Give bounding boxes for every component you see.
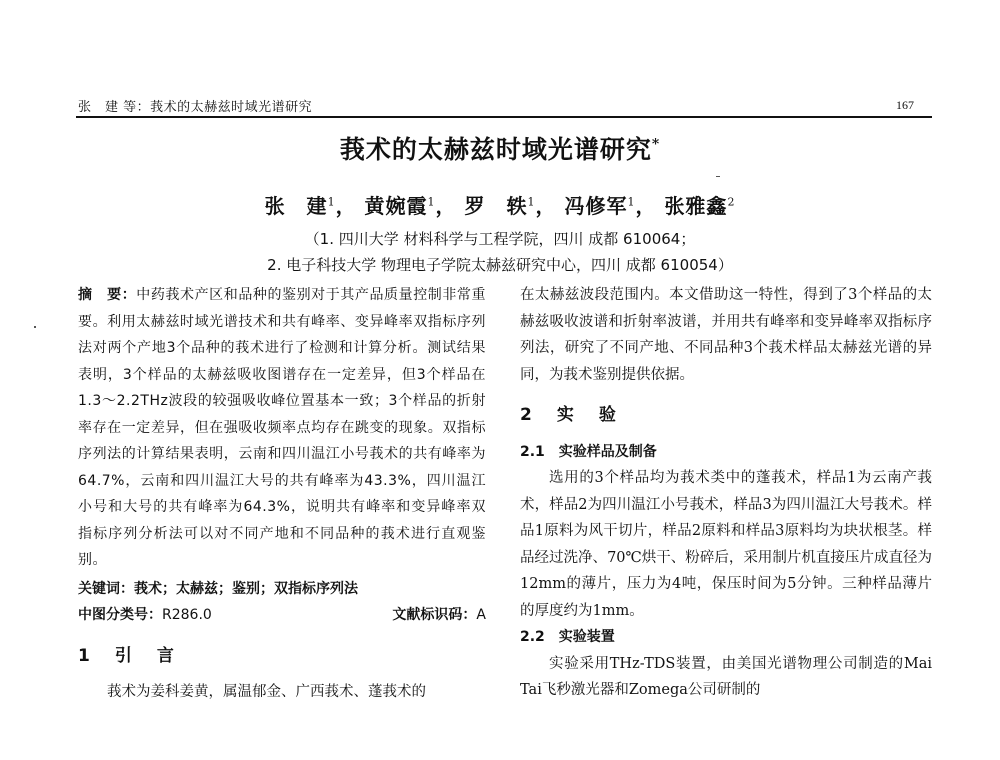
keywords (78, 576, 486, 603)
author-affiliation-mark: 1 (327, 195, 336, 209)
section-1-paragraph: 莪术为姜科姜黄，属温郁金、广西莪术、蓬莪术的 (107, 684, 426, 700)
page-number: 167 (896, 98, 914, 112)
author: 张 建 (264, 194, 328, 218)
author-affiliation-mark: 2 (727, 195, 736, 209)
author: 冯修军 (564, 194, 628, 218)
running-head: 张 建 等：莪术的太赫兹时域光谱研究 (78, 100, 313, 115)
right-column (520, 282, 932, 704)
keywords-text: 莪术；太赫兹；鉴别；双指标序列法 (134, 580, 358, 597)
abstract (78, 282, 486, 574)
margin-speck (34, 326, 36, 328)
subsection-2-1-paragraph: 选用的3个样品均为莪术类中的蓬莪术，样品1为云南产莪术，样品2为四川温江小号莪术，样品3为四川温江大号莪术。样品1原料为风干切片，样品2原料和样品3原料均为块状根茎。样品经过洗净、70℃烘干、粉碎后，采用制片机直接压片成直径为12mm的薄片，压力为4吨，保压时间为5分钟。三种样品薄片的厚度约为1mm。 (520, 470, 932, 619)
section-1-heading: 1 引 言 (78, 645, 178, 666)
clc-label: 中图分类号： (78, 607, 162, 623)
section-2-heading: 2 实 验 (520, 405, 620, 425)
subsection-2-2-heading: 2.2 实验装置 (520, 629, 615, 645)
author-separator: ， (535, 194, 557, 218)
affiliation-2: 2. 电子科技大学 物理电子学院太赫兹研究中心，四川 成都 610054） (267, 256, 733, 274)
clc-value: R286.0 (162, 607, 212, 623)
intro-continued-paragraph: 在太赫兹波段范围内。本文借助这一特性，得到了3个样品的太赫兹吸收波谱和折射率波谱，并用共有峰率和变异峰率双指标序列法，研究了不同产地、不同品种3个莪术样品太赫兹光谱的异同，为莪术鉴别提供依据。 (520, 287, 932, 383)
header-rule (76, 116, 932, 118)
subsection-2-1-heading: 2.1 实验样品及制备 (520, 443, 657, 460)
author-separator: ， (635, 194, 657, 218)
classification-line (78, 602, 486, 629)
author-affiliation-mark: 1 (427, 195, 436, 209)
author: 黄婉霞 (364, 194, 428, 218)
author: 张雅鑫 (664, 194, 728, 218)
doc-value: A (476, 607, 486, 623)
paper-title-text: 莪术的太赫兹时域光谱研究 (339, 135, 652, 164)
paper-title (0, 130, 1000, 166)
author-separator: ， (335, 194, 357, 218)
doc-label: 文献标识码： (392, 607, 477, 623)
clc-code (78, 602, 212, 629)
abstract-label: 摘 要： (78, 287, 137, 303)
author-affiliation-mark: 1 (527, 195, 536, 209)
subsection-2-2-paragraph: 实验采用THz-TDS装置，由美国光谱物理公司制造的Mai Tai飞秒激光器和Zomega公司研制的 (520, 655, 932, 698)
abstract-text: 中药莪术产区和品种的鉴别对于其产品质量控制非常重要。利用太赫兹时域光谱技术和共有峰率、变异峰率双指标序列法对两个产地3个品种的莪术进行了检测和计算分析。测试结果表明，3个样品的太赫兹吸收图谱存在一定差异，但3个样品在1.3～2.2THz波段的较强吸收峰位置基本一致；3个样品的折射率存在一定差异，但在强吸收频率点均存在跳变的现象。双指标序列法的计算结果表明，云南和四川温江小号莪术的共有峰率为64.7%，云南和四川温江大号的共有峰率为43.3%，四川温江小号和大号的共有峰率为64.3%，说明共有峰率和变异峰率双指标序列分析法可以对不同产地和不同品种的莪术进行直观鉴别。 (78, 287, 486, 568)
author-list (0, 190, 1000, 219)
document-code (392, 602, 486, 629)
keywords-label: 关键词： (78, 580, 134, 597)
affiliation-1: （1. 四川大学 材料科学与工程学院，四川 成都 610064； (304, 230, 696, 248)
author: 罗 轶 (464, 194, 528, 218)
stray-mark (716, 176, 720, 177)
author-separator: ， (435, 194, 457, 218)
left-column (78, 282, 486, 706)
author-affiliation-mark: 1 (627, 195, 636, 209)
title-footnote-mark: * (651, 136, 661, 153)
